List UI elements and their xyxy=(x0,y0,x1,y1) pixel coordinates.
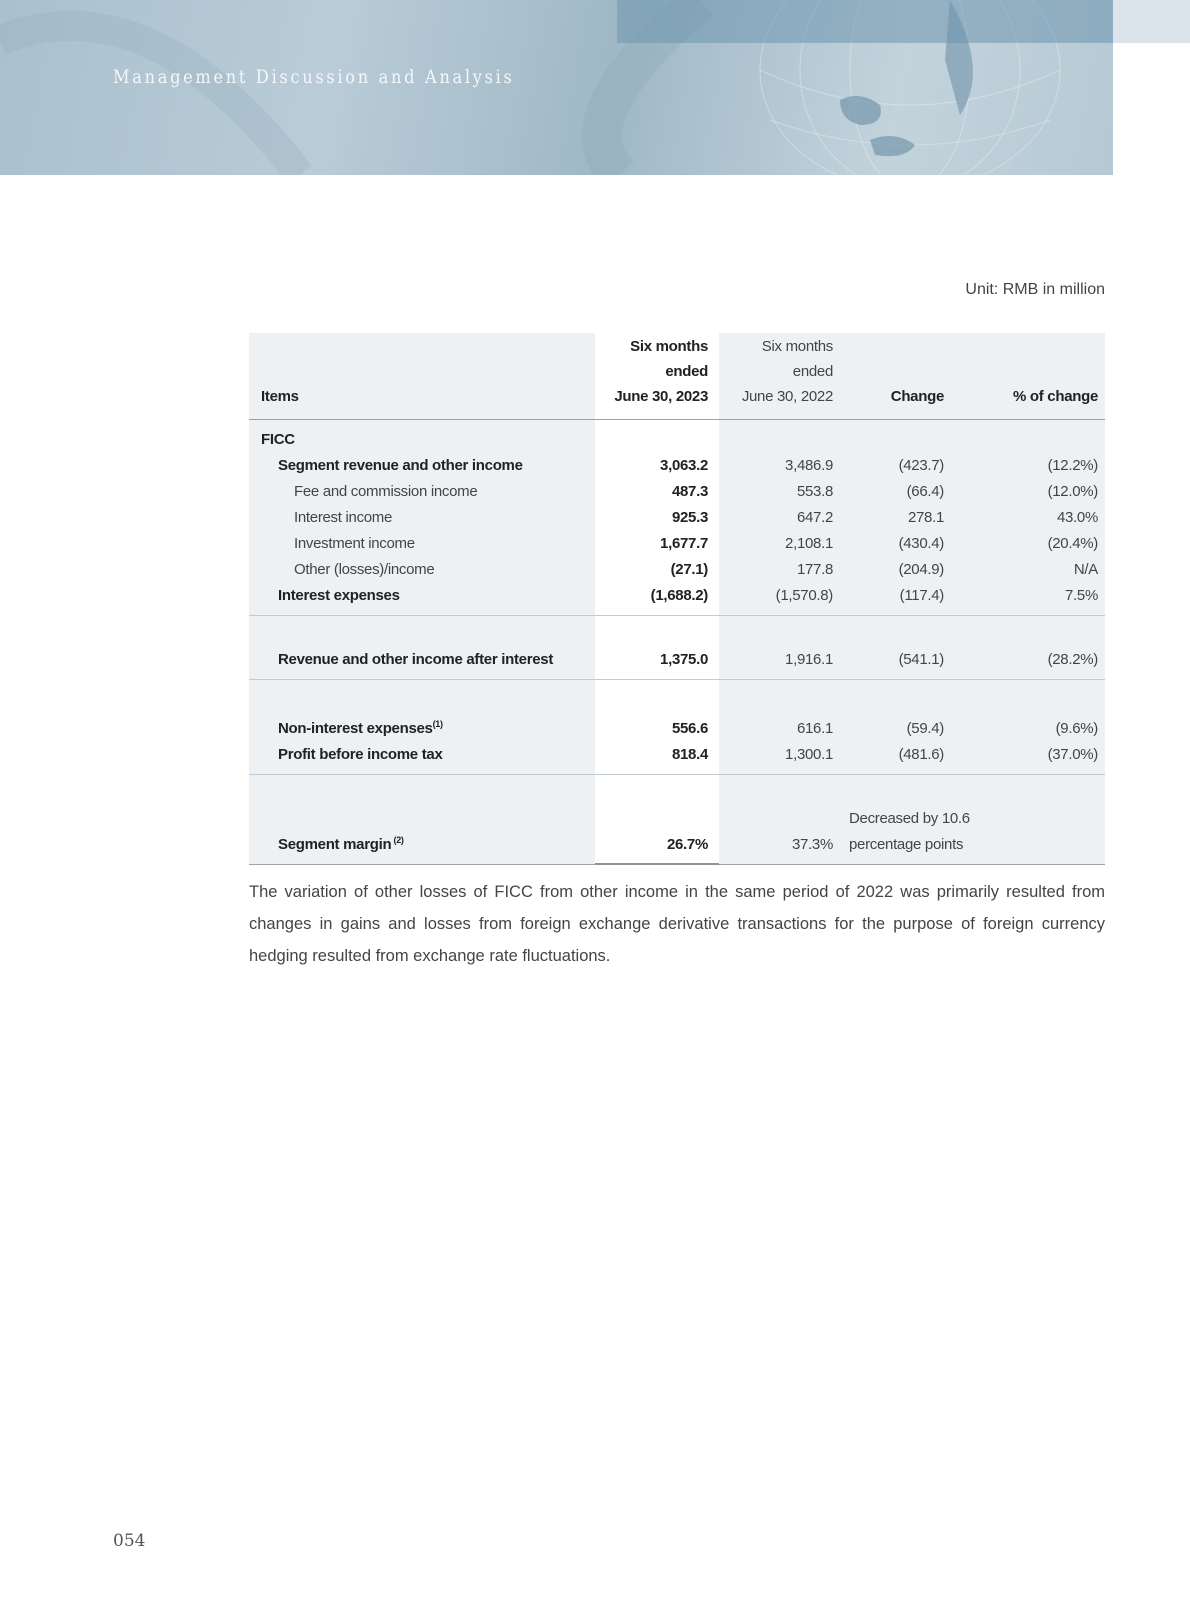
row-label xyxy=(249,583,595,609)
value-pct-change: (20.4%) xyxy=(1047,535,1098,552)
value-change: (117.4) xyxy=(899,587,944,604)
spacer-row xyxy=(249,774,1105,806)
value-change: (423.7) xyxy=(898,457,944,474)
row-label-text: Segment margin xyxy=(278,836,392,853)
spacer-cell xyxy=(843,615,980,647)
table-row xyxy=(249,531,1105,557)
col-header-pct-change: % of change xyxy=(980,333,1105,419)
spacer-row xyxy=(249,615,1105,647)
value-change: 278.1 xyxy=(907,509,944,526)
spacer-cell xyxy=(719,679,843,711)
value-2022: 1,916.1 xyxy=(785,651,833,668)
row-label-text: Fee and commission income xyxy=(294,483,478,500)
spacer-cell xyxy=(719,774,843,806)
value-2022: 553.8 xyxy=(796,483,833,500)
spacer-cell xyxy=(595,419,719,427)
value-2023 xyxy=(595,427,719,453)
value-2023: 26.7% xyxy=(595,806,719,858)
spacer-cell xyxy=(980,615,1105,647)
unit-label: Unit: RMB in million xyxy=(965,281,1105,298)
value-pct-change: N/A xyxy=(1073,561,1098,578)
col-header-items: Items xyxy=(249,333,595,419)
row-label-text: Segment revenue and other income xyxy=(278,457,523,474)
col-header-2023: Six months ended June 30, 2023 xyxy=(595,333,719,419)
footnote-marker: (1) xyxy=(432,719,443,729)
value-pct-change: (9.6%) xyxy=(1055,720,1098,737)
table-row xyxy=(249,427,1105,453)
spacer-row xyxy=(249,858,1105,864)
spacer-cell xyxy=(595,615,719,647)
value-2023: 556.6 xyxy=(595,711,719,742)
value-2022: 1,300.1 xyxy=(785,746,833,763)
value-change: Decreased by 10.6 percentage points xyxy=(849,810,970,853)
value-change: (430.4) xyxy=(898,535,944,552)
table-row xyxy=(249,742,1105,768)
value-pct-change: 7.5% xyxy=(1065,587,1098,604)
value-pct-change: (12.0%) xyxy=(1047,483,1098,500)
value-2023: 3,063.2 xyxy=(595,453,719,479)
table-row xyxy=(249,711,1105,742)
row-label xyxy=(249,479,595,505)
row-label xyxy=(249,453,595,479)
value-pct-change: 43.0% xyxy=(1056,509,1098,526)
spacer-cell xyxy=(249,679,595,711)
spacer-cell xyxy=(249,774,595,806)
table-row xyxy=(249,453,1105,479)
row-label-text: Interest income xyxy=(294,509,393,526)
value-2022: 37.3% xyxy=(791,836,833,853)
spacer-cell xyxy=(595,774,719,806)
spacer-cell xyxy=(249,419,595,427)
row-label-text: Other (losses)/income xyxy=(294,561,435,578)
spacer-cell xyxy=(719,615,843,647)
row-label-text: Interest expenses xyxy=(278,587,400,604)
row-label-text: FICC xyxy=(261,431,295,448)
value-2022: 3,486.9 xyxy=(785,457,833,474)
spacer-cell xyxy=(719,858,843,864)
spacer-cell xyxy=(719,419,843,427)
row-label xyxy=(249,647,595,673)
value-2023: 487.3 xyxy=(595,479,719,505)
value-change: (59.4) xyxy=(906,720,944,737)
section-title: Management Discussion and Analysis xyxy=(113,66,515,88)
row-label xyxy=(249,505,595,531)
table-row xyxy=(249,557,1105,583)
spacer-cell xyxy=(843,858,980,864)
value-change: (481.6) xyxy=(898,746,944,763)
spacer-cell xyxy=(595,858,719,864)
row-label-text: Investment income xyxy=(294,535,415,552)
col-header-change: Change xyxy=(843,333,980,419)
spacer-cell xyxy=(980,679,1105,711)
value-2023: 925.3 xyxy=(595,505,719,531)
footnote-marker: (2) xyxy=(391,835,404,845)
row-label xyxy=(249,531,595,557)
value-2022: 177.8 xyxy=(796,561,833,578)
table-header-row xyxy=(249,333,1105,419)
value-change: (204.9) xyxy=(898,561,944,578)
row-label-text: Revenue and other income after interest xyxy=(278,651,554,668)
value-pct-change xyxy=(980,427,1105,453)
value-2023: 818.4 xyxy=(595,742,719,768)
row-label-text: Non-interest expenses xyxy=(278,720,433,737)
table-row xyxy=(249,647,1105,673)
header-banner xyxy=(0,0,1113,175)
spacer-row xyxy=(249,679,1105,711)
row-label xyxy=(249,806,595,858)
col-header-2022: Six months ended June 30, 2022 xyxy=(719,333,843,419)
value-2022: 2,108.1 xyxy=(785,535,833,552)
spacer-cell xyxy=(980,858,1105,864)
table-row xyxy=(249,806,1105,858)
value-pct-change: (12.2%) xyxy=(1047,457,1098,474)
value-pct-change: (28.2%) xyxy=(1047,651,1098,668)
value-2023: (1,688.2) xyxy=(595,583,719,609)
ficc-table xyxy=(249,333,1105,865)
explanatory-paragraph: The variation of other losses of FICC from other income in the same period of 2022 was primarily resulted from changes in gains and losses from foreign exchange derivative transactions for the purpose of foreign currency hedging resulted from exchange rate fluctuations. xyxy=(249,883,1105,965)
row-label xyxy=(249,427,595,453)
value-2023: 1,375.0 xyxy=(595,647,719,673)
value-pct-change xyxy=(980,806,1105,858)
value-2022: 616.1 xyxy=(796,720,833,737)
table-row xyxy=(249,505,1105,531)
spacer-cell xyxy=(843,774,980,806)
spacer-cell xyxy=(843,679,980,711)
table-row xyxy=(249,479,1105,505)
spacer-row xyxy=(249,419,1105,427)
spacer-cell xyxy=(249,858,595,864)
table-row xyxy=(249,583,1105,609)
value-2022: (1,570.8) xyxy=(775,587,833,604)
value-2023: 1,677.7 xyxy=(595,531,719,557)
row-label-text: Profit before income tax xyxy=(278,746,443,763)
spacer-cell xyxy=(595,679,719,711)
value-2022: 647.2 xyxy=(796,509,833,526)
banner-band xyxy=(617,0,1113,43)
spacer-cell xyxy=(980,419,1105,427)
value-2022 xyxy=(719,427,843,453)
row-label xyxy=(249,557,595,583)
row-label xyxy=(249,742,595,768)
spacer-cell xyxy=(249,615,595,647)
banner-corner xyxy=(1113,0,1190,43)
spacer-cell xyxy=(980,774,1105,806)
value-pct-change: (37.0%) xyxy=(1047,746,1098,763)
value-change: (66.4) xyxy=(906,483,944,500)
value-change: (541.1) xyxy=(898,651,944,668)
value-2023: (27.1) xyxy=(595,557,719,583)
page-number: 054 xyxy=(113,1531,146,1551)
row-label xyxy=(249,711,595,742)
spacer-cell xyxy=(843,419,980,427)
value-change xyxy=(843,427,980,453)
